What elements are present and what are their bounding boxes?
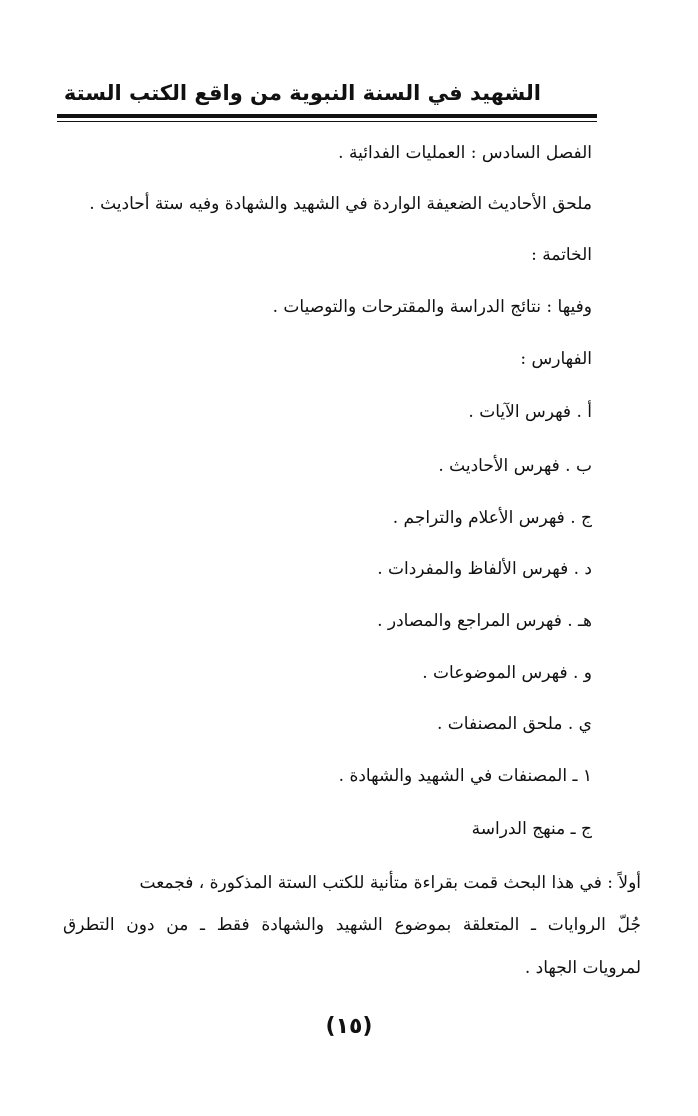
page-number: (١٥) [325,1014,373,1039]
toc-line-chapter-six: الفصل السادس : العمليات الفدائية . [338,143,592,163]
toc-line-conclusion-contents: وفيها : نتائج الدراسة والمقترحات والتوصيات . [272,297,592,317]
toc-line-index-terms: د . فهرس الألفاظ والمفردات . [377,559,592,579]
toc-line-index-verses: أ . فهرس الآيات . [468,402,592,422]
paragraph-line-1: أولاً : في هذا البحث قمت بقراءة متأنية للكتب الستة المذكورة ، فجمعت [139,873,641,893]
paragraph-line-3: لمرويات الجهاد . [524,958,641,978]
toc-line-index-references: هـ . فهرس المراجع والمصادر . [377,611,592,631]
header-rule-thin [57,121,597,122]
toc-line-works-on-martyrdom: ١ ـ المصنفات في الشهيد والشهادة . [338,766,592,786]
running-header-title: الشهيد في السنة النبوية من واقع الكتب الستة [63,81,541,105]
toc-line-conclusion-heading: الخاتمة : [531,245,592,265]
toc-line-index-names: ج . فهرس الأعلام والتراجم . [392,508,592,528]
section-heading-methodology: ج ـ منهج الدراسة [471,819,592,839]
header-rule-thick [57,114,597,118]
paragraph-line-2: جُلّ الروايات ـ المتعلقة بموضوع الشهيد والشهادة فقط ـ من دون التطرق [63,915,641,935]
toc-line-index-topics: و . فهرس الموضوعات . [422,663,592,683]
toc-line-works-appendix: ي . ملحق المصنفات . [436,714,592,734]
toc-line-weak-hadith-appendix: ملحق الأحاديث الضعيفة الواردة في الشهيد والشهادة وفيه ستة أحاديث . [89,194,592,214]
toc-line-indexes-heading: الفهارس : [520,349,592,369]
toc-line-index-hadith: ب . فهرس الأحاديث . [438,456,592,476]
